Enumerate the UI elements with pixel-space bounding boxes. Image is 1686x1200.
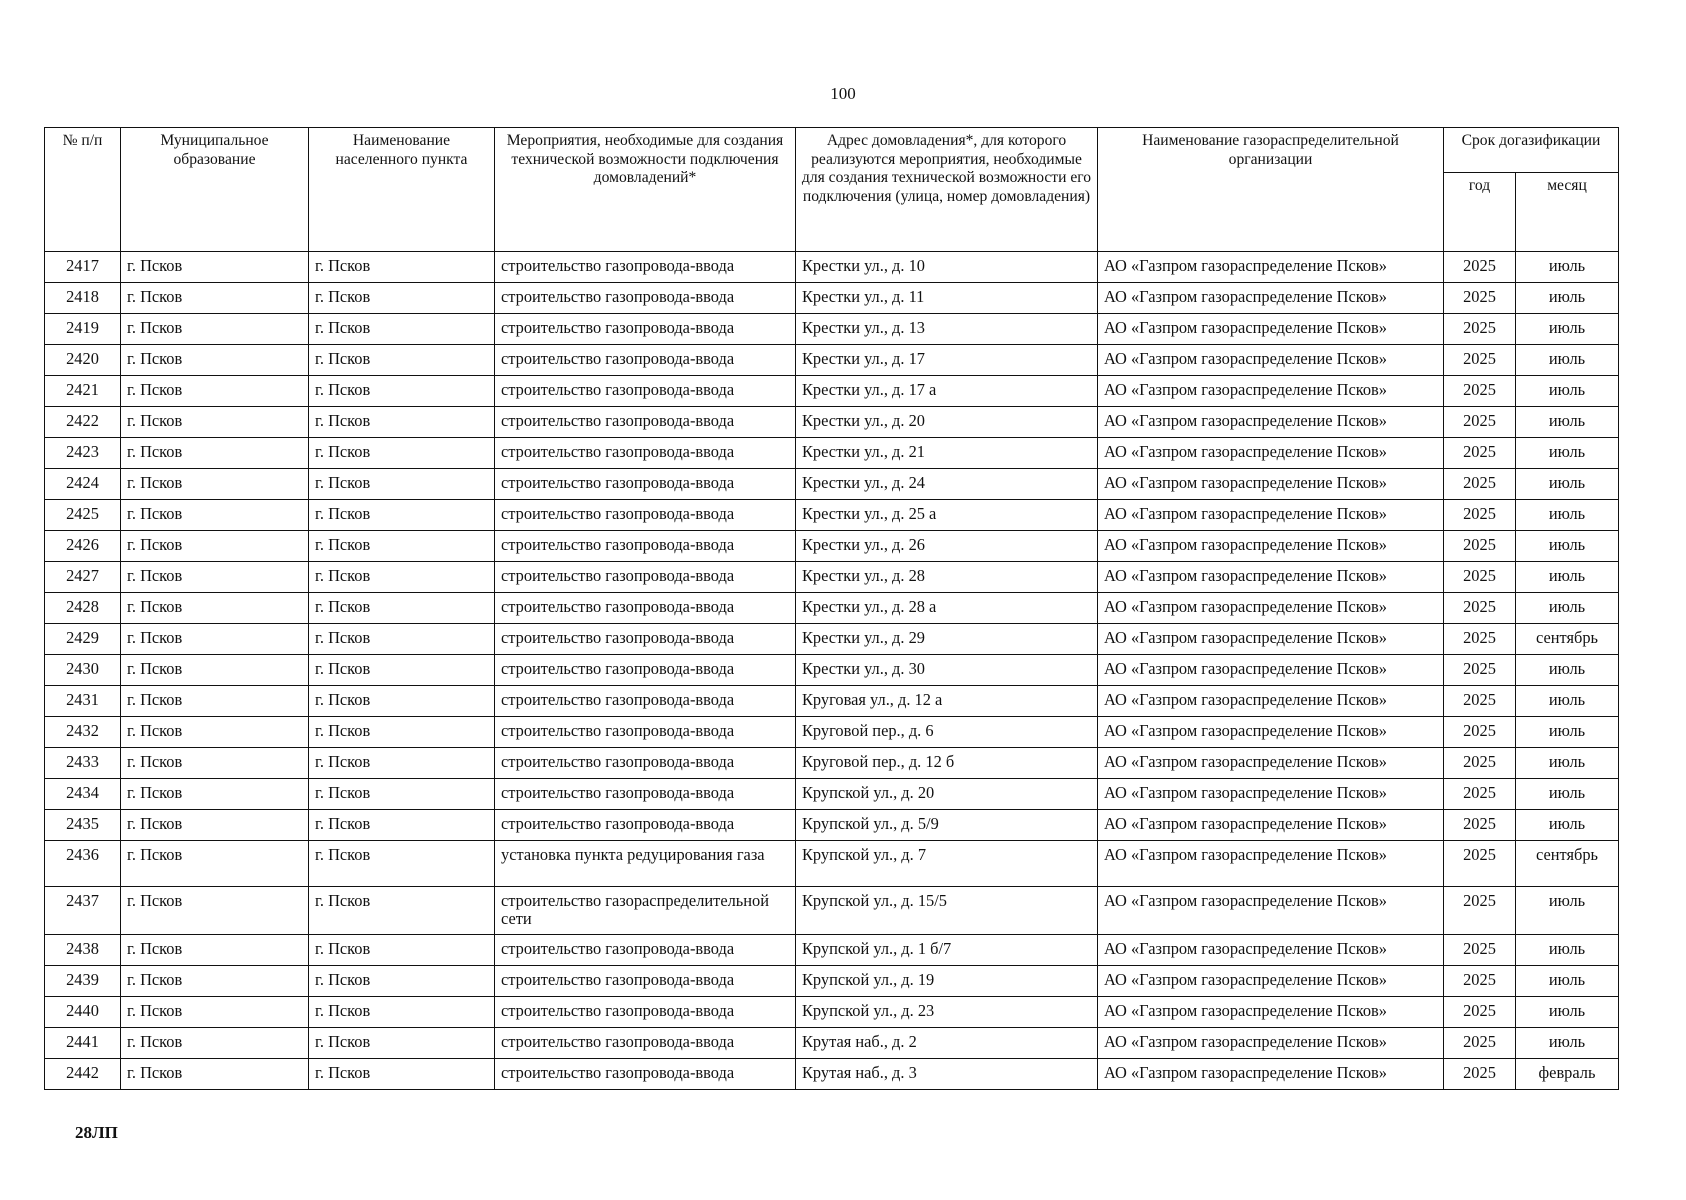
table-row xyxy=(45,997,1619,1028)
address-cell: Крутая наб., д. 3 xyxy=(796,1059,1098,1090)
table-row xyxy=(45,1059,1619,1090)
organization-cell: АО «Газпром газораспределение Псков» xyxy=(1098,376,1444,407)
address-cell: Крестки ул., д. 24 xyxy=(796,469,1098,500)
year-cell: 2025 xyxy=(1444,376,1516,407)
table-row xyxy=(45,624,1619,655)
measure-cell: установка пункта редуцирования газа xyxy=(495,841,796,887)
month-cell: июль xyxy=(1516,593,1619,624)
address-cell: Крупской ул., д. 7 xyxy=(796,841,1098,887)
organization-cell: АО «Газпром газораспределение Псков» xyxy=(1098,438,1444,469)
header-organization: Наименование газораспределительной организации xyxy=(1098,128,1444,252)
row-number: 2425 xyxy=(45,500,121,531)
organization-cell: АО «Газпром газораспределение Псков» xyxy=(1098,810,1444,841)
organization-cell: АО «Газпром газораспределение Псков» xyxy=(1098,887,1444,935)
month-cell: июль xyxy=(1516,686,1619,717)
header-address: Адрес домовладения*, для которого реализуются мероприятия, необходимые для создания технической возможности его подключения (улица, номер домовладения) xyxy=(796,128,1098,252)
locality-cell: г. Псков xyxy=(309,748,495,779)
measure-cell: строительство газопровода-ввода xyxy=(495,469,796,500)
table-row xyxy=(45,887,1619,935)
year-cell: 2025 xyxy=(1444,887,1516,935)
table-row xyxy=(45,966,1619,997)
organization-cell: АО «Газпром газораспределение Псков» xyxy=(1098,407,1444,438)
organization-cell: АО «Газпром газораспределение Псков» xyxy=(1098,966,1444,997)
address-cell: Крупской ул., д. 19 xyxy=(796,966,1098,997)
address-cell: Круговой пер., д. 6 xyxy=(796,717,1098,748)
address-cell: Крестки ул., д. 20 xyxy=(796,407,1098,438)
month-cell: июль xyxy=(1516,469,1619,500)
address-cell: Крестки ул., д. 29 xyxy=(796,624,1098,655)
organization-cell: АО «Газпром газораспределение Псков» xyxy=(1098,593,1444,624)
address-cell: Крупской ул., д. 5/9 xyxy=(796,810,1098,841)
year-cell: 2025 xyxy=(1444,966,1516,997)
table-row xyxy=(45,748,1619,779)
year-cell: 2025 xyxy=(1444,686,1516,717)
locality-cell: г. Псков xyxy=(309,376,495,407)
table-row xyxy=(45,841,1619,887)
table-row xyxy=(45,810,1619,841)
address-cell: Крестки ул., д. 25 а xyxy=(796,500,1098,531)
municipality-cell: г. Псков xyxy=(121,624,309,655)
year-cell: 2025 xyxy=(1444,407,1516,438)
locality-cell: г. Псков xyxy=(309,593,495,624)
row-number: 2424 xyxy=(45,469,121,500)
month-cell: февраль xyxy=(1516,1059,1619,1090)
organization-cell: АО «Газпром газораспределение Псков» xyxy=(1098,935,1444,966)
locality-cell: г. Псков xyxy=(309,717,495,748)
month-cell: июль xyxy=(1516,376,1619,407)
address-cell: Крестки ул., д. 13 xyxy=(796,314,1098,345)
organization-cell: АО «Газпром газораспределение Псков» xyxy=(1098,1059,1444,1090)
month-cell: июль xyxy=(1516,283,1619,314)
year-cell: 2025 xyxy=(1444,624,1516,655)
municipality-cell: г. Псков xyxy=(121,655,309,686)
municipality-cell: г. Псков xyxy=(121,841,309,887)
measure-cell: строительство газопровода-ввода xyxy=(495,624,796,655)
month-cell: сентябрь xyxy=(1516,841,1619,887)
organization-cell: АО «Газпром газораспределение Псков» xyxy=(1098,345,1444,376)
municipality-cell: г. Псков xyxy=(121,997,309,1028)
month-cell: июль xyxy=(1516,935,1619,966)
locality-cell: г. Псков xyxy=(309,345,495,376)
year-cell: 2025 xyxy=(1444,314,1516,345)
municipality-cell: г. Псков xyxy=(121,376,309,407)
month-cell: июль xyxy=(1516,562,1619,593)
row-number: 2433 xyxy=(45,748,121,779)
year-cell: 2025 xyxy=(1444,779,1516,810)
header-municipality: Муниципальное образование xyxy=(121,128,309,252)
municipality-cell: г. Псков xyxy=(121,531,309,562)
gasification-table xyxy=(44,127,1619,1090)
year-cell: 2025 xyxy=(1444,655,1516,686)
month-cell: июль xyxy=(1516,345,1619,376)
address-cell: Крестки ул., д. 30 xyxy=(796,655,1098,686)
locality-cell: г. Псков xyxy=(309,531,495,562)
row-number: 2428 xyxy=(45,593,121,624)
locality-cell: г. Псков xyxy=(309,779,495,810)
municipality-cell: г. Псков xyxy=(121,717,309,748)
measure-cell: строительство газопровода-ввода xyxy=(495,531,796,562)
table-header xyxy=(45,128,1619,252)
page-number: 100 xyxy=(830,84,856,103)
row-number: 2430 xyxy=(45,655,121,686)
row-number: 2418 xyxy=(45,283,121,314)
table-row xyxy=(45,376,1619,407)
municipality-cell: г. Псков xyxy=(121,748,309,779)
table-row xyxy=(45,345,1619,376)
measure-cell: строительство газопровода-ввода xyxy=(495,252,796,283)
measure-cell: строительство газопровода-ввода xyxy=(495,997,796,1028)
organization-cell: АО «Газпром газораспределение Псков» xyxy=(1098,748,1444,779)
municipality-cell: г. Псков xyxy=(121,283,309,314)
year-cell: 2025 xyxy=(1444,562,1516,593)
organization-cell: АО «Газпром газораспределение Псков» xyxy=(1098,531,1444,562)
locality-cell: г. Псков xyxy=(309,966,495,997)
organization-cell: АО «Газпром газораспределение Псков» xyxy=(1098,624,1444,655)
locality-cell: г. Псков xyxy=(309,407,495,438)
year-cell: 2025 xyxy=(1444,997,1516,1028)
row-number: 2435 xyxy=(45,810,121,841)
month-cell: июль xyxy=(1516,500,1619,531)
table-row xyxy=(45,531,1619,562)
row-number: 2422 xyxy=(45,407,121,438)
measure-cell: строительство газопровода-ввода xyxy=(495,407,796,438)
address-cell: Крупской ул., д. 1 б/7 xyxy=(796,935,1098,966)
measure-cell: строительство газопровода-ввода xyxy=(495,1028,796,1059)
row-number: 2427 xyxy=(45,562,121,593)
year-cell: 2025 xyxy=(1444,252,1516,283)
row-number: 2426 xyxy=(45,531,121,562)
organization-cell: АО «Газпром газораспределение Псков» xyxy=(1098,500,1444,531)
table-row xyxy=(45,500,1619,531)
header-num: № п/п xyxy=(45,128,121,252)
municipality-cell: г. Псков xyxy=(121,810,309,841)
year-cell: 2025 xyxy=(1444,748,1516,779)
row-number: 2431 xyxy=(45,686,121,717)
table-row xyxy=(45,438,1619,469)
month-cell: июль xyxy=(1516,252,1619,283)
row-number: 2440 xyxy=(45,997,121,1028)
row-number: 2437 xyxy=(45,887,121,935)
locality-cell: г. Псков xyxy=(309,252,495,283)
organization-cell: АО «Газпром газораспределение Псков» xyxy=(1098,717,1444,748)
measure-cell: строительство газопровода-ввода xyxy=(495,935,796,966)
year-cell: 2025 xyxy=(1444,841,1516,887)
municipality-cell: г. Псков xyxy=(121,407,309,438)
municipality-cell: г. Псков xyxy=(121,345,309,376)
organization-cell: АО «Газпром газораспределение Псков» xyxy=(1098,655,1444,686)
locality-cell: г. Псков xyxy=(309,314,495,345)
year-cell: 2025 xyxy=(1444,1059,1516,1090)
measure-cell: строительство газопровода-ввода xyxy=(495,966,796,997)
measure-cell: строительство газопровода-ввода xyxy=(495,438,796,469)
locality-cell: г. Псков xyxy=(309,997,495,1028)
address-cell: Крупской ул., д. 15/5 xyxy=(796,887,1098,935)
organization-cell: АО «Газпром газораспределение Псков» xyxy=(1098,841,1444,887)
measure-cell: строительство газопровода-ввода xyxy=(495,314,796,345)
municipality-cell: г. Псков xyxy=(121,686,309,717)
year-cell: 2025 xyxy=(1444,717,1516,748)
address-cell: Крупской ул., д. 20 xyxy=(796,779,1098,810)
locality-cell: г. Псков xyxy=(309,438,495,469)
table-row xyxy=(45,1028,1619,1059)
month-cell: июль xyxy=(1516,717,1619,748)
locality-cell: г. Псков xyxy=(309,624,495,655)
year-cell: 2025 xyxy=(1444,935,1516,966)
organization-cell: АО «Газпром газораспределение Псков» xyxy=(1098,562,1444,593)
address-cell: Крестки ул., д. 28 а xyxy=(796,593,1098,624)
organization-cell: АО «Газпром газораспределение Псков» xyxy=(1098,469,1444,500)
month-cell: сентябрь xyxy=(1516,624,1619,655)
measure-cell: строительство газопровода-ввода xyxy=(495,283,796,314)
header-locality: Наименование населенного пункта xyxy=(309,128,495,252)
municipality-cell: г. Псков xyxy=(121,1028,309,1059)
measure-cell: строительство газораспределительной сети xyxy=(495,887,796,935)
row-number: 2434 xyxy=(45,779,121,810)
month-cell: июль xyxy=(1516,438,1619,469)
table-row xyxy=(45,252,1619,283)
address-cell: Крестки ул., д. 26 xyxy=(796,531,1098,562)
table-row xyxy=(45,655,1619,686)
measure-cell: строительство газопровода-ввода xyxy=(495,686,796,717)
year-cell: 2025 xyxy=(1444,531,1516,562)
municipality-cell: г. Псков xyxy=(121,562,309,593)
municipality-cell: г. Псков xyxy=(121,935,309,966)
year-cell: 2025 xyxy=(1444,438,1516,469)
organization-cell: АО «Газпром газораспределение Псков» xyxy=(1098,283,1444,314)
address-cell: Круговая ул., д. 12 а xyxy=(796,686,1098,717)
locality-cell: г. Псков xyxy=(309,810,495,841)
header-year: год xyxy=(1444,173,1516,252)
measure-cell: строительство газопровода-ввода xyxy=(495,562,796,593)
measure-cell: строительство газопровода-ввода xyxy=(495,717,796,748)
table-row xyxy=(45,593,1619,624)
table-body xyxy=(45,252,1619,1090)
locality-cell: г. Псков xyxy=(309,562,495,593)
locality-cell: г. Псков xyxy=(309,1028,495,1059)
year-cell: 2025 xyxy=(1444,469,1516,500)
table-row xyxy=(45,407,1619,438)
address-cell: Крестки ул., д. 17 а xyxy=(796,376,1098,407)
address-cell: Крестки ул., д. 17 xyxy=(796,345,1098,376)
municipality-cell: г. Псков xyxy=(121,469,309,500)
row-number: 2441 xyxy=(45,1028,121,1059)
organization-cell: АО «Газпром газораспределение Псков» xyxy=(1098,1028,1444,1059)
municipality-cell: г. Псков xyxy=(121,252,309,283)
locality-cell: г. Псков xyxy=(309,500,495,531)
organization-cell: АО «Газпром газораспределение Псков» xyxy=(1098,252,1444,283)
year-cell: 2025 xyxy=(1444,345,1516,376)
municipality-cell: г. Псков xyxy=(121,314,309,345)
year-cell: 2025 xyxy=(1444,283,1516,314)
measure-cell: строительство газопровода-ввода xyxy=(495,655,796,686)
table-row xyxy=(45,562,1619,593)
locality-cell: г. Псков xyxy=(309,655,495,686)
row-number: 2421 xyxy=(45,376,121,407)
table-row xyxy=(45,283,1619,314)
measure-cell: строительство газопровода-ввода xyxy=(495,593,796,624)
month-cell: июль xyxy=(1516,314,1619,345)
locality-cell: г. Псков xyxy=(309,1059,495,1090)
municipality-cell: г. Псков xyxy=(121,1059,309,1090)
month-cell: июль xyxy=(1516,887,1619,935)
row-number: 2438 xyxy=(45,935,121,966)
table-row xyxy=(45,686,1619,717)
municipality-cell: г. Псков xyxy=(121,438,309,469)
locality-cell: г. Псков xyxy=(309,841,495,887)
locality-cell: г. Псков xyxy=(309,935,495,966)
row-number: 2417 xyxy=(45,252,121,283)
address-cell: Крупской ул., д. 23 xyxy=(796,997,1098,1028)
year-cell: 2025 xyxy=(1444,593,1516,624)
municipality-cell: г. Псков xyxy=(121,500,309,531)
year-cell: 2025 xyxy=(1444,810,1516,841)
year-cell: 2025 xyxy=(1444,1028,1516,1059)
table-row xyxy=(45,935,1619,966)
municipality-cell: г. Псков xyxy=(121,966,309,997)
month-cell: июль xyxy=(1516,810,1619,841)
organization-cell: АО «Газпром газораспределение Псков» xyxy=(1098,997,1444,1028)
row-number: 2420 xyxy=(45,345,121,376)
row-number: 2439 xyxy=(45,966,121,997)
address-cell: Круговой пер., д. 12 б xyxy=(796,748,1098,779)
organization-cell: АО «Газпром газораспределение Псков» xyxy=(1098,314,1444,345)
row-number: 2432 xyxy=(45,717,121,748)
table-row xyxy=(45,779,1619,810)
year-cell: 2025 xyxy=(1444,500,1516,531)
month-cell: июль xyxy=(1516,779,1619,810)
table-row xyxy=(45,314,1619,345)
row-number: 2436 xyxy=(45,841,121,887)
header-term: Срок догазификации xyxy=(1444,128,1619,173)
organization-cell: АО «Газпром газораспределение Псков» xyxy=(1098,686,1444,717)
row-number: 2429 xyxy=(45,624,121,655)
municipality-cell: г. Псков xyxy=(121,779,309,810)
month-cell: июль xyxy=(1516,1028,1619,1059)
measure-cell: строительство газопровода-ввода xyxy=(495,345,796,376)
municipality-cell: г. Псков xyxy=(121,593,309,624)
footer-code: 28ЛП xyxy=(75,1123,118,1142)
address-cell: Крестки ул., д. 21 xyxy=(796,438,1098,469)
locality-cell: г. Псков xyxy=(309,469,495,500)
measure-cell: строительство газопровода-ввода xyxy=(495,779,796,810)
month-cell: июль xyxy=(1516,655,1619,686)
table-row xyxy=(45,469,1619,500)
municipality-cell: г. Псков xyxy=(121,887,309,935)
measure-cell: строительство газопровода-ввода xyxy=(495,1059,796,1090)
header-measures: Мероприятия, необходимые для создания технической возможности подключения домовладений* xyxy=(495,128,796,252)
address-cell: Крестки ул., д. 28 xyxy=(796,562,1098,593)
locality-cell: г. Псков xyxy=(309,686,495,717)
address-cell: Крутая наб., д. 2 xyxy=(796,1028,1098,1059)
month-cell: июль xyxy=(1516,966,1619,997)
month-cell: июль xyxy=(1516,407,1619,438)
month-cell: июль xyxy=(1516,531,1619,562)
month-cell: июль xyxy=(1516,997,1619,1028)
row-number: 2423 xyxy=(45,438,121,469)
address-cell: Крестки ул., д. 10 xyxy=(796,252,1098,283)
locality-cell: г. Псков xyxy=(309,283,495,314)
measure-cell: строительство газопровода-ввода xyxy=(495,810,796,841)
organization-cell: АО «Газпром газораспределение Псков» xyxy=(1098,779,1444,810)
table-row xyxy=(45,717,1619,748)
locality-cell: г. Псков xyxy=(309,887,495,935)
measure-cell: строительство газопровода-ввода xyxy=(495,500,796,531)
header-month: месяц xyxy=(1516,173,1619,252)
address-cell: Крестки ул., д. 11 xyxy=(796,283,1098,314)
row-number: 2419 xyxy=(45,314,121,345)
row-number: 2442 xyxy=(45,1059,121,1090)
month-cell: июль xyxy=(1516,748,1619,779)
measure-cell: строительство газопровода-ввода xyxy=(495,376,796,407)
measure-cell: строительство газопровода-ввода xyxy=(495,748,796,779)
